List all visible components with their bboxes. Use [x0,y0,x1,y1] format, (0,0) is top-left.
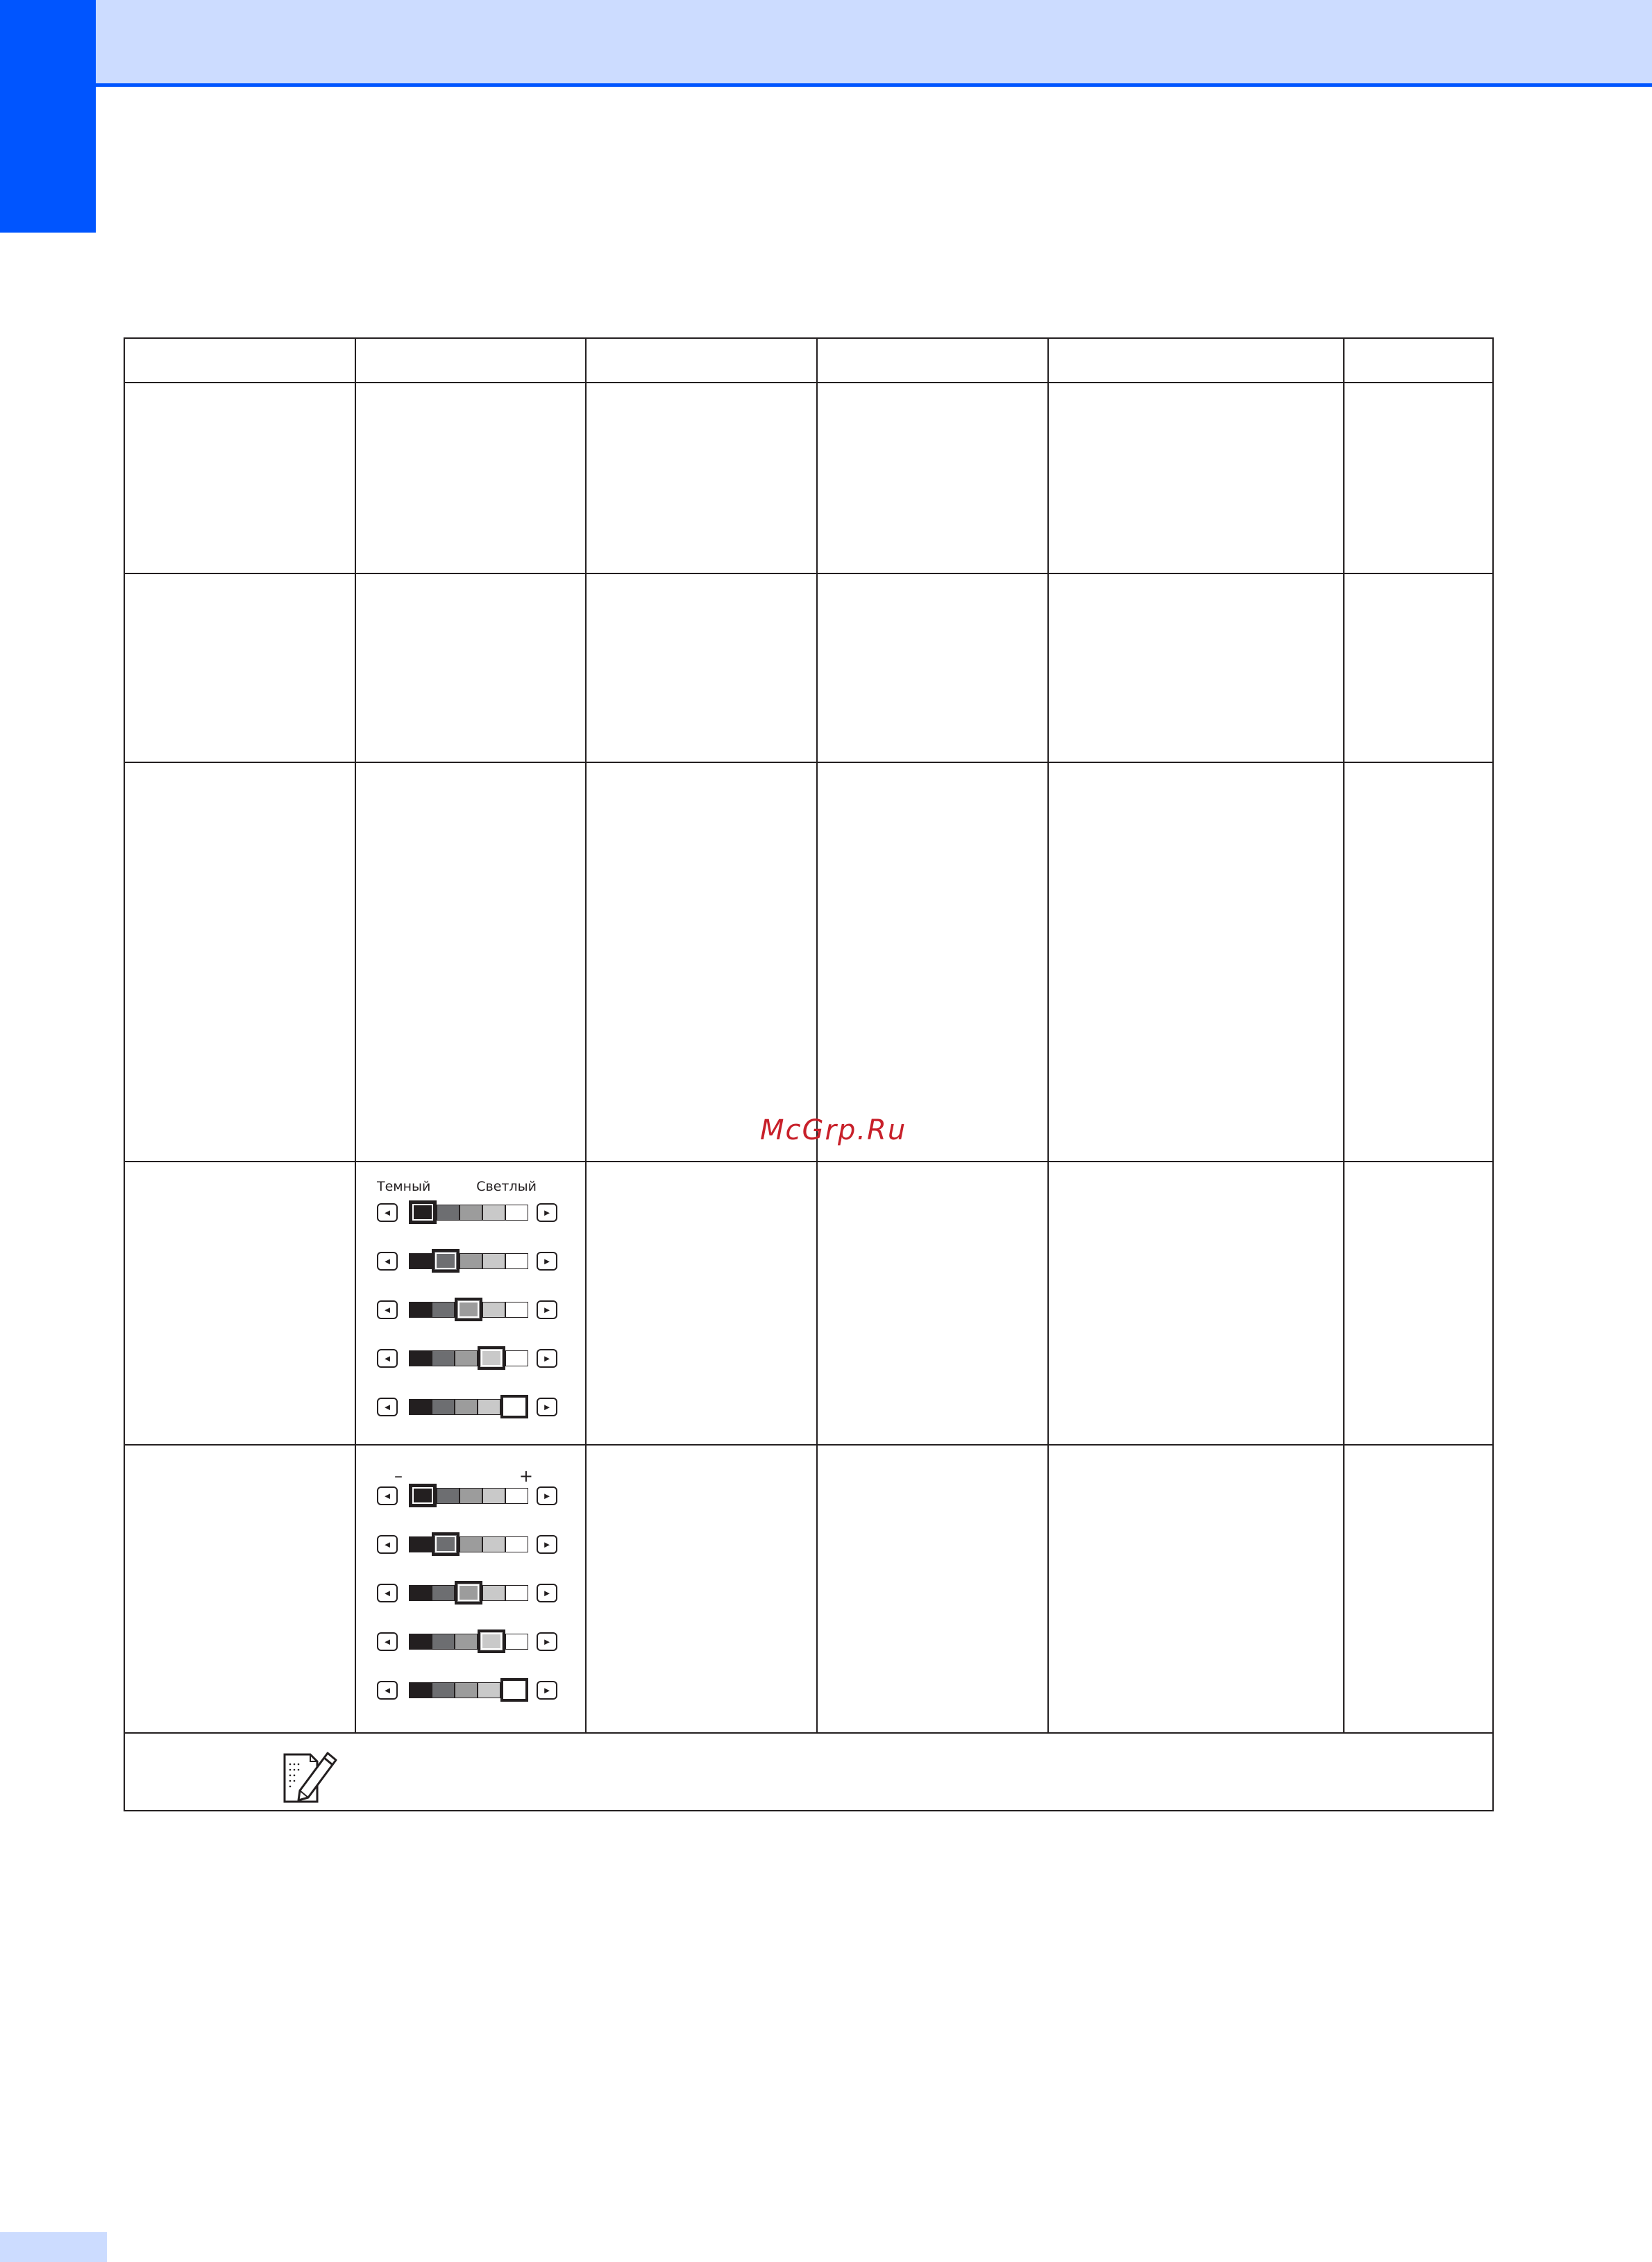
left-arrow-icon[interactable]: ◄ [377,1486,398,1505]
left-arrow-icon[interactable]: ◄ [377,1398,398,1416]
contrast-bar-level-2 [377,1530,585,1558]
level-segment [505,1350,528,1366]
level-segment-selected [432,1249,460,1273]
level-segment [409,1682,432,1698]
level-segment-selected [409,1200,437,1224]
level-segment [432,1682,455,1698]
watermark: McGrp.Ru [760,1114,907,1146]
level-segment [460,1488,482,1504]
level-segment [455,1682,478,1698]
level-segment [505,1634,528,1650]
right-arrow-icon[interactable]: ► [537,1535,557,1554]
level-segment [505,1253,528,1269]
density-bar-cell [355,1162,586,1445]
level-segment [432,1585,455,1601]
header-band [96,0,1652,87]
level-segment-selected [455,1298,482,1321]
level-segment [437,1488,460,1504]
level-segment [482,1205,505,1221]
level-segment [505,1205,528,1221]
table-row [124,1445,1493,1733]
contrast-level-segments [409,1678,528,1702]
density-bar-list [356,1198,585,1421]
left-arrow-icon[interactable]: ◄ [377,1535,398,1554]
level-segment [432,1350,455,1366]
header-cell [1048,338,1344,383]
contrast-bar-list [356,1482,585,1704]
level-segment [478,1399,500,1415]
header-cell [355,338,586,383]
table-header-row [124,338,1493,383]
level-segment [478,1682,500,1698]
level-segment-selected [432,1532,460,1556]
level-segment-selected [478,1630,505,1653]
level-segment-selected [409,1484,437,1507]
density-light-label: Светлый [476,1179,537,1194]
left-arrow-icon[interactable]: ◄ [377,1252,398,1271]
right-arrow-icon[interactable]: ► [537,1486,557,1505]
table-row [124,762,1493,1162]
density-level-segments [409,1395,528,1418]
level-segment [505,1585,528,1601]
level-segment [409,1536,432,1552]
density-bar-level-1 [377,1198,585,1226]
right-arrow-icon[interactable]: ► [537,1584,557,1602]
level-segment-selected [455,1581,482,1605]
density-level-segments [409,1249,528,1273]
header-cell [1344,338,1493,383]
level-segment [505,1488,528,1504]
contrast-level-segments [409,1581,528,1605]
chapter-tab [0,0,96,233]
footer-tab [0,2232,107,2262]
density-bar-level-4 [377,1344,585,1372]
level-segment [482,1253,505,1269]
right-arrow-icon[interactable]: ► [537,1300,557,1319]
level-segment [482,1585,505,1601]
level-segment [455,1634,478,1650]
density-level-segments [409,1346,528,1370]
right-arrow-icon[interactable]: ► [537,1349,557,1368]
header-cell [817,338,1048,383]
density-bar-level-5 [377,1393,585,1421]
level-segment [432,1302,455,1318]
contrast-bar-level-1 [377,1482,585,1509]
contrast-bar-level-4 [377,1627,585,1655]
level-segment [455,1399,478,1415]
level-segment-selected [478,1346,505,1370]
left-arrow-icon[interactable]: ◄ [377,1300,398,1319]
contrast-level-segments [409,1532,528,1556]
table-row [124,1162,1493,1445]
level-segment [505,1536,528,1552]
level-segment [482,1536,505,1552]
level-segment [460,1536,482,1552]
contrast-level-segments [409,1484,528,1507]
level-segment [460,1205,482,1221]
level-segment [409,1350,432,1366]
right-arrow-icon[interactable]: ► [537,1632,557,1651]
level-segment [460,1253,482,1269]
note-cell [124,1733,1493,1811]
level-segment [455,1350,478,1366]
settings-table [124,337,1494,1811]
header-cell [124,338,355,383]
right-arrow-icon[interactable]: ► [537,1252,557,1271]
level-segment-selected [500,1395,528,1418]
right-arrow-icon[interactable]: ► [537,1681,557,1700]
left-arrow-icon[interactable]: ◄ [377,1632,398,1651]
contrast-bar-level-5 [377,1676,585,1704]
density-level-segments [409,1200,528,1224]
contrast-minus-label: – [394,1466,403,1486]
header-cell [586,338,817,383]
contrast-bar-caption [394,1446,533,1486]
left-arrow-icon[interactable]: ◄ [377,1203,398,1222]
table-row [124,573,1493,762]
contrast-level-segments [409,1630,528,1653]
note-pencil-icon [279,1748,342,1804]
density-dark-label: Темный [377,1179,431,1194]
right-arrow-icon[interactable]: ► [537,1398,557,1416]
level-segment-selected [500,1678,528,1702]
note-row [124,1733,1493,1811]
density-bar-level-3 [377,1296,585,1323]
level-segment [409,1399,432,1415]
level-segment [409,1634,432,1650]
level-segment [432,1399,455,1415]
contrast-bar-cell [355,1445,586,1733]
level-segment [437,1205,460,1221]
density-level-segments [409,1298,528,1321]
contrast-bar-level-3 [377,1579,585,1607]
level-segment [482,1302,505,1318]
density-bar-level-2 [377,1247,585,1275]
level-segment [409,1585,432,1601]
level-segment [482,1488,505,1504]
level-segment [409,1302,432,1318]
table-row [124,383,1493,573]
left-arrow-icon[interactable]: ◄ [377,1681,398,1700]
density-bar-caption [377,1162,537,1198]
left-arrow-icon[interactable]: ◄ [377,1584,398,1602]
left-arrow-icon[interactable]: ◄ [377,1349,398,1368]
level-segment [432,1634,455,1650]
right-arrow-icon[interactable]: ► [537,1203,557,1222]
level-segment [505,1302,528,1318]
contrast-plus-label: + [519,1466,533,1486]
level-segment [409,1253,432,1269]
